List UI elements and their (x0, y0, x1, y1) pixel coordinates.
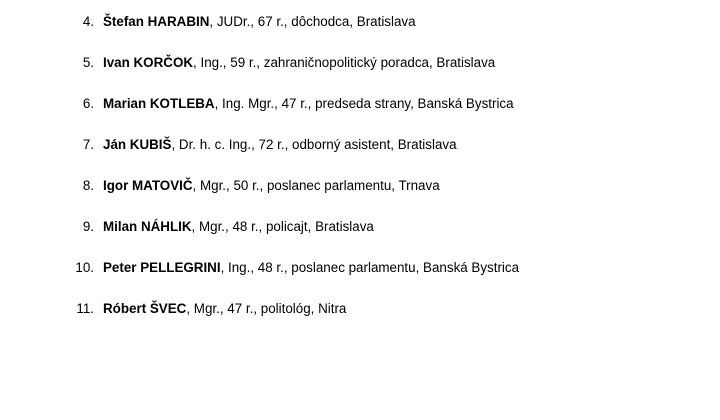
candidate-entry (103, 13, 416, 31)
candidate-list (0, 13, 720, 341)
candidate-details: , Mgr., 48 r., policajt, Bratislava (191, 219, 374, 234)
candidate-name: Milan NÁHLIK (103, 219, 192, 234)
candidate-details: , Ing., 59 r., zahraničnopolitický poradca, Bratislava (193, 55, 496, 70)
list-item (0, 13, 720, 54)
candidate-details: , Mgr., 50 r., poslanec parlamentu, Trnava (192, 178, 440, 193)
candidate-entry (103, 218, 374, 236)
candidate-details: , Ing. Mgr., 47 r., predseda strany, Banská Bystrica (214, 96, 514, 111)
candidate-name: Róbert ŠVEC (103, 301, 187, 316)
candidate-name: Ivan KORČOK (103, 55, 194, 70)
item-number: 7. (82, 137, 94, 152)
candidate-name: Igor MATOVIČ (103, 178, 193, 193)
candidate-name: Ján KUBIŠ (103, 137, 172, 152)
item-number: 10. (75, 260, 94, 275)
item-number: 5. (82, 55, 94, 70)
candidate-details: , Dr. h. c. Ing., 72 r., odborný asistent, Bratislava (171, 137, 457, 152)
list-item (0, 259, 720, 300)
list-item (0, 136, 720, 177)
list-item (0, 300, 720, 341)
candidate-entry (103, 136, 457, 154)
candidate-entry (103, 300, 346, 318)
item-number: 6. (82, 96, 94, 111)
candidate-name: Marian KOTLEBA (103, 96, 215, 111)
candidate-entry (103, 259, 519, 277)
item-number: 9. (82, 219, 94, 234)
list-item (0, 218, 720, 259)
item-number: 4. (82, 14, 94, 29)
item-number: 11. (76, 301, 94, 316)
candidate-details: , Ing., 48 r., poslanec parlamentu, Banská Bystrica (220, 260, 520, 275)
list-item (0, 177, 720, 218)
candidate-entry (103, 54, 495, 72)
list-item (0, 54, 720, 95)
candidate-details: , Mgr., 47 r., politológ, Nitra (186, 301, 347, 316)
item-number: 8. (82, 178, 94, 193)
candidate-details: , JUDr., 67 r., dôchodca, Bratislava (209, 14, 416, 29)
candidate-name: Štefan HARABIN (103, 14, 210, 29)
candidate-name: Peter PELLEGRINI (103, 260, 221, 275)
candidate-entry (103, 95, 514, 113)
list-item (0, 95, 720, 136)
candidate-entry (103, 177, 440, 195)
